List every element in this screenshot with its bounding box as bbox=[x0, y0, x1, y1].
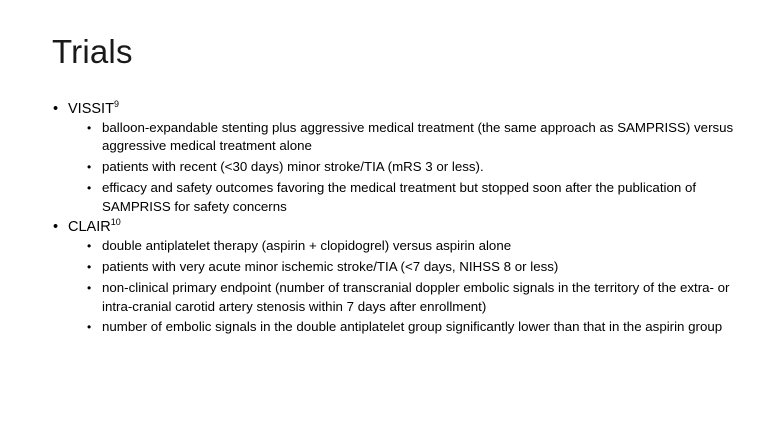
list-item-text: balloon-expandable stenting plus aggressive medical treatment (the same approach as SAMPRISS) versus aggressive medical treatment alone bbox=[102, 120, 734, 154]
list-item bbox=[79, 158, 736, 176]
outline-group-clair bbox=[46, 218, 736, 336]
list-item bbox=[79, 258, 736, 276]
page-title: Trials bbox=[52, 33, 133, 70]
list-item-text: non-clinical primary endpoint (number of transcranial doppler embolic signals in the territory of the extra- or intra-cranial carotid artery stenosis within 7 days after enrollment) bbox=[102, 280, 730, 314]
slide-body bbox=[46, 100, 736, 339]
bullet-icon: • bbox=[87, 239, 92, 254]
list-item bbox=[79, 318, 736, 336]
bullet-icon: • bbox=[87, 181, 92, 196]
bullet-icon: • bbox=[87, 121, 92, 136]
bullet-icon: • bbox=[87, 260, 92, 275]
bullet-icon: • bbox=[87, 320, 92, 335]
list-item bbox=[79, 279, 736, 316]
list-item-text: efficacy and safety outcomes favoring the medical treatment but stopped soon after the publication of SAMPRISS for safety concerns bbox=[102, 180, 697, 214]
outline-group-vissit bbox=[46, 100, 736, 216]
list-item-text: patients with recent (<30 days) minor stroke/TIA (mRS 3 or less). bbox=[102, 159, 484, 175]
outline-list bbox=[46, 100, 736, 337]
list-item bbox=[79, 237, 736, 255]
group-heading: VISSIT bbox=[68, 101, 114, 117]
list-item-text: patients with very acute minor ischemic stroke/TIA (<7 days, NIHSS 8 or less) bbox=[102, 259, 559, 275]
list-item bbox=[79, 119, 736, 156]
sub-list-vissit bbox=[68, 119, 736, 216]
group-heading-superscript: 9 bbox=[113, 99, 119, 110]
list-item bbox=[79, 179, 736, 216]
bullet-icon: • bbox=[53, 101, 59, 117]
list-item-text: number of embolic signals in the double antiplatelet group significantly lower than that in the aspirin group bbox=[102, 319, 723, 335]
group-heading: CLAIR bbox=[68, 219, 111, 236]
bullet-icon: • bbox=[53, 219, 59, 236]
bullet-icon: • bbox=[87, 281, 92, 296]
sub-list-clair bbox=[68, 237, 736, 336]
bullet-icon: • bbox=[87, 160, 92, 175]
list-item-text: double antiplatelet therapy (aspirin + clopidogrel) versus aspirin alone bbox=[102, 238, 512, 254]
group-heading-superscript: 10 bbox=[110, 217, 121, 228]
